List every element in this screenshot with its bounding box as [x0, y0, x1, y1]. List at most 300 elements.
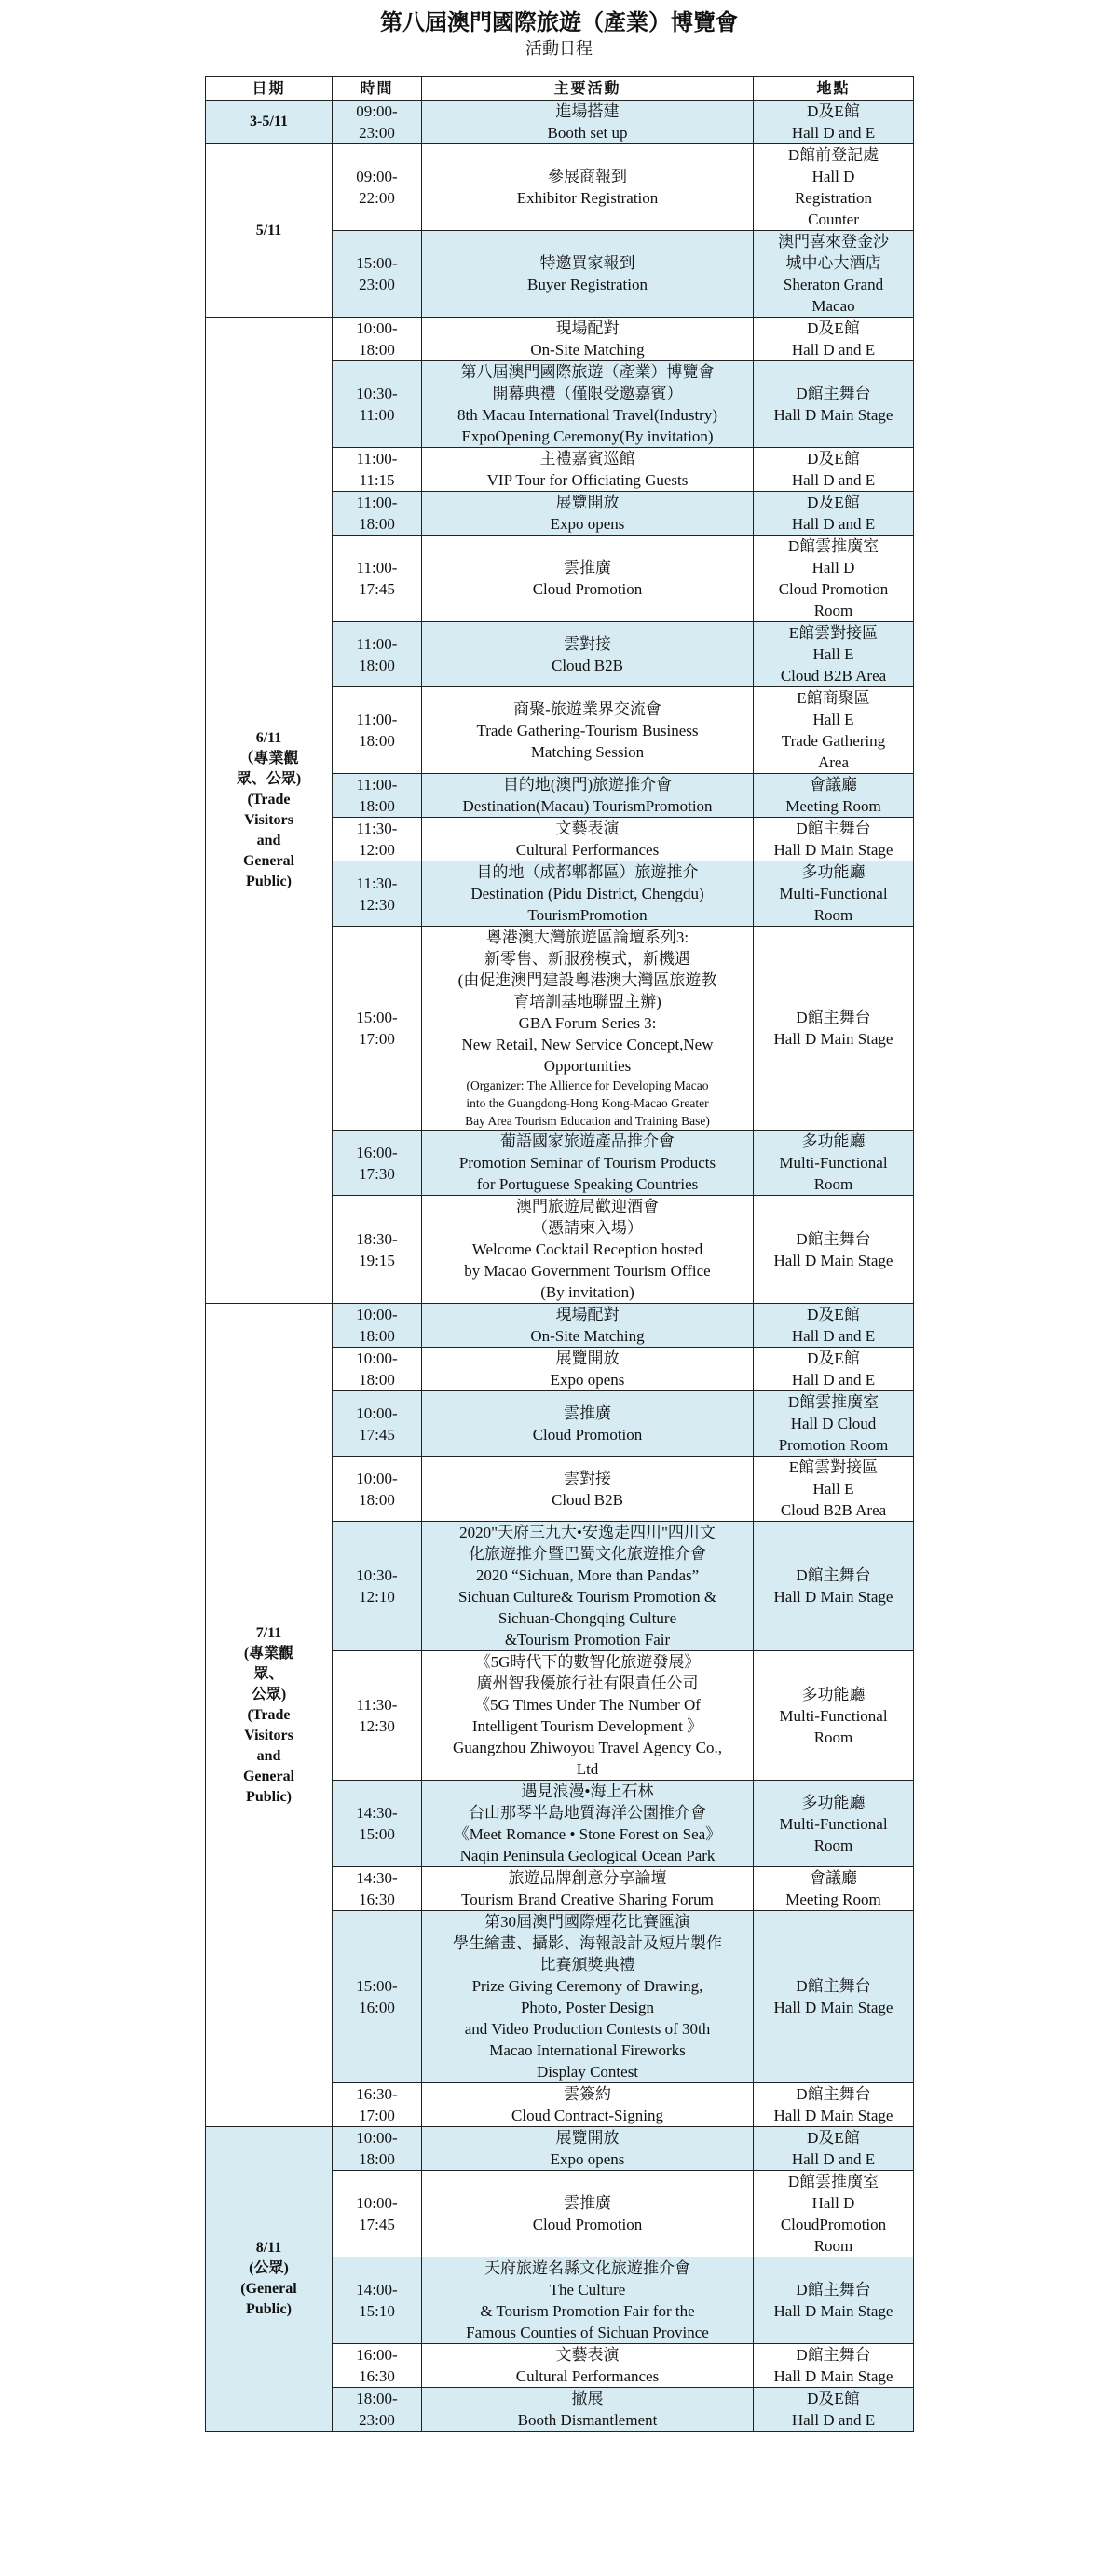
time-cell [333, 1651, 422, 1781]
time-line: 18:00 [359, 656, 395, 674]
time-line: 10:00- [356, 1349, 398, 1367]
time-line: 11:15 [359, 471, 395, 489]
time-cell [333, 861, 422, 927]
venue-line: Hall D [811, 2194, 855, 2212]
time-line: 18:00 [359, 515, 395, 533]
time-line: 09:00- [356, 102, 398, 120]
venue-line: 多功能廳 [801, 863, 866, 881]
activity-line: 文藝表演 [555, 820, 620, 837]
activity-line: 學生繪畫、攝影、海報設計及短片製作 [453, 1934, 722, 1952]
venue-cell [754, 2344, 914, 2388]
time-line: 18:00 [359, 1371, 395, 1389]
venue-line: D及E館 [807, 2129, 860, 2147]
activity-cell [422, 1304, 754, 1348]
venue-line: Meeting Room [785, 1891, 881, 1908]
venue-cell [754, 622, 914, 687]
venue-line: D及E館 [807, 494, 860, 511]
venue-line: Macao [811, 297, 855, 315]
activity-cell [422, 2083, 754, 2127]
venue-cell [754, 1911, 914, 2083]
venue-line: Hall D Main Stage [773, 1251, 893, 1269]
activity-line: 廣州智我優旅行社有限責任公司 [476, 1674, 699, 1692]
activity-cell [422, 1781, 754, 1867]
activity-line: 撤展 [571, 2390, 604, 2407]
activity-cell [422, 2127, 754, 2171]
activity-line: 《5G時代下的數智化旅遊發展》 [474, 1653, 701, 1671]
activity-line: Sichuan-Chongqing Culture [498, 1609, 677, 1627]
venue-line: Area [817, 753, 850, 771]
venue-line: 澳門喜來登金沙 [778, 233, 889, 251]
venue-cell [754, 1457, 914, 1522]
time-cell [333, 622, 422, 687]
activity-cell [422, 1196, 754, 1304]
venue-cell [754, 774, 914, 818]
venue-cell [754, 2127, 914, 2171]
activity-line: Macao International Fireworks [489, 2041, 686, 2059]
time-cell [333, 231, 422, 318]
venue-line: Hall E [812, 645, 854, 663]
venue-cell [754, 687, 914, 774]
date-line: (General [240, 2281, 297, 2297]
activity-line: On-Site Matching [530, 1327, 645, 1345]
venue-cell [754, 1867, 914, 1911]
venue-line: E館雲對接區 [788, 624, 879, 642]
activity-line: 2020 “Sichuan, More than Pandas” [475, 1566, 700, 1584]
venue-line: Multi-Functional [779, 1814, 888, 1833]
header-date: 日期 [206, 77, 333, 101]
activity-line: 現場配對 [555, 1306, 620, 1323]
venue-line: Hall D Main Stage [773, 1030, 893, 1048]
venue-cell [754, 1196, 914, 1304]
time-line: 12:30 [359, 1717, 395, 1735]
time-line: 11:30- [356, 874, 398, 892]
activity-line: Display Contest [536, 2063, 639, 2081]
activity-line: Matching Session [530, 742, 645, 761]
activity-line: & Tourism Promotion Fair for the [480, 2302, 695, 2320]
date-line: 公眾) [251, 1686, 287, 1702]
date-line: Visitors [244, 812, 293, 828]
venue-cell [754, 2171, 914, 2257]
time-line: 15:00- [356, 1977, 398, 1995]
venue-line: Trade Gathering [781, 732, 886, 750]
venue-cell [754, 861, 914, 927]
activity-cell [422, 1348, 754, 1391]
time-line: 17:00 [359, 2107, 395, 2124]
activity-line: Cultural Performances [515, 2367, 660, 2385]
activity-line: Expo opens [550, 2150, 625, 2168]
activity-line: Cloud B2B [552, 656, 623, 674]
time-line: 18:00 [359, 2150, 395, 2168]
activity-line: 台山那琴半島地質海洋公園推介會 [469, 1804, 706, 1822]
activity-line: Promotion Seminar of Tourism Products [458, 1154, 716, 1172]
time-line: 11:00- [356, 559, 398, 576]
activity-line: Opportunities [543, 1057, 632, 1075]
activity-cell [422, 861, 754, 927]
time-line: 17:45 [359, 2216, 395, 2233]
venue-line: Hall D and E [791, 1327, 876, 1345]
activity-cell [422, 2171, 754, 2257]
venue-line: Room [813, 2237, 853, 2255]
activity-line: On-Site Matching [530, 341, 645, 359]
time-line: 14:30- [356, 1804, 398, 1822]
time-cell [333, 448, 422, 492]
activity-line: Exhibitor Registration [516, 189, 659, 207]
activity-line: 比賽頒獎典禮 [539, 1956, 635, 1973]
activity-line: Cloud Promotion [532, 580, 643, 598]
venue-line: Room [813, 1728, 853, 1746]
activity-cell [422, 1651, 754, 1781]
activity-line: 新零售、新服務模式，新機遇 [484, 950, 690, 968]
venue-line: Hall D Main Stage [773, 841, 893, 859]
activity-line: Guangzhou Zhiwoyou Travel Agency Co., [453, 1739, 722, 1756]
activity-line: Naqin Peninsula Geological Ocean Park [459, 1847, 716, 1864]
venue-line: Cloud Promotion [778, 580, 889, 598]
activity-line: and Video Production Contests of 30th [464, 2020, 711, 2038]
time-cell [333, 2083, 422, 2127]
activity-line: 遇見浪漫•海上石林 [521, 1783, 654, 1800]
venue-line: D及E館 [807, 102, 860, 120]
activity-line: VIP Tour for Officiating Guests [486, 471, 689, 489]
venue-line: Sheraton Grand [783, 276, 884, 293]
time-line: 16:00 [359, 1999, 395, 2016]
venue-line: Counter [808, 210, 859, 228]
venue-line: 多功能廳 [801, 1685, 866, 1703]
activity-line: 粵港澳大灣旅遊區論壇系列3: [485, 929, 689, 946]
time-cell [333, 687, 422, 774]
activity-cell [422, 492, 754, 536]
venue-line: Hall D [811, 559, 855, 576]
activity-line: Expo opens [550, 1371, 625, 1389]
time-line: 19:15 [359, 1251, 395, 1269]
schedule-table [205, 76, 914, 2432]
activity-note-line: into the Guangdong-Hong Kong-Macao Greater [466, 1096, 709, 1110]
time-cell [333, 1304, 422, 1348]
venue-cell [754, 144, 914, 231]
activity-cell [422, 1131, 754, 1196]
date-line: (專業觀 [243, 1645, 294, 1661]
activity-line: 葡語國家旅遊產品推介會 [500, 1132, 675, 1150]
activity-line: 化旅遊推介暨巴蜀文化旅遊推介會 [469, 1545, 706, 1563]
activity-line: 第30屆澳門國際煙花比賽匯演 [484, 1913, 690, 1931]
activity-line: New Retail, New Service Concept,New [461, 1036, 714, 1053]
venue-line: Cloud B2B Area [780, 667, 887, 685]
time-line: 10:00- [356, 2129, 398, 2147]
time-cell [333, 1911, 422, 2083]
time-line: 15:00 [359, 1825, 395, 1843]
venue-cell [754, 818, 914, 861]
activity-cell [422, 927, 754, 1131]
document-title: 第八屆澳門國際旅遊（產業）博覽會 [380, 11, 738, 35]
venue-line: Meeting Room [785, 797, 881, 815]
activity-cell [422, 1911, 754, 2083]
activity-line: 雲簽約 [564, 2085, 611, 2103]
activity-line: 澳門旅遊局歡迎酒會 [516, 1198, 659, 1215]
time-line: 10:30- [356, 385, 398, 402]
date-line: Public) [246, 2301, 292, 2317]
time-line: 11:00- [356, 494, 398, 511]
document-subtitle: 活動日程 [525, 39, 593, 58]
activity-line: Cloud Promotion [532, 2216, 643, 2233]
time-line: 16:30 [359, 2367, 395, 2385]
time-line: 18:00 [359, 732, 395, 750]
venue-line: D館主舞台 [796, 1977, 871, 1995]
venue-cell [754, 231, 914, 318]
venue-cell [754, 101, 914, 144]
activity-line: 雲推廣 [564, 2194, 611, 2212]
time-line: 16:30 [359, 1891, 395, 1908]
venue-line: 會議廳 [810, 776, 857, 793]
activity-cell [422, 101, 754, 144]
venue-line: Hall D Cloud [790, 1415, 877, 1432]
venue-line: Multi-Functional [779, 1154, 888, 1172]
activity-line: Prize Giving Ceremony of Drawing, [471, 1977, 703, 1995]
venue-line: D館雲推廣室 [787, 537, 879, 555]
activity-line: Buyer Registration [527, 276, 648, 293]
time-line: 10:00- [356, 1403, 398, 1422]
venue-line: Room [813, 1836, 853, 1854]
date-line: 7/11 [255, 1624, 282, 1641]
date-line: General [242, 1768, 295, 1784]
venue-line: D館主舞台 [796, 385, 871, 402]
date-line: and [256, 833, 281, 848]
venue-line: D及E館 [807, 2390, 860, 2407]
activity-cell [422, 774, 754, 818]
venue-cell [754, 927, 914, 1131]
date-cell [206, 2127, 333, 2432]
time-line: 10:00- [356, 1469, 398, 1487]
time-line: 23:00 [359, 2411, 395, 2429]
time-line: 11:30- [356, 820, 398, 837]
activity-line: Cloud B2B [552, 1490, 623, 1509]
time-line: 12:30 [359, 895, 395, 914]
activity-line: Destination (Pidu District, Chengdu) [470, 885, 704, 902]
activity-line: Sichuan Culture& Tourism Promotion & [457, 1588, 717, 1606]
time-cell [333, 361, 422, 448]
activity-line: Expo opens [550, 515, 625, 533]
venue-line: Room [813, 602, 853, 619]
activity-line: Ltd [576, 1760, 599, 1778]
venue-cell [754, 2388, 914, 2432]
activity-line: 《5G Times Under The Number Of [474, 1696, 701, 1714]
venue-line: E館商聚區 [797, 689, 870, 707]
time-line: 16:30- [356, 2085, 398, 2103]
activity-line: 主禮嘉賓巡館 [539, 450, 635, 468]
time-line: 18:00 [359, 797, 395, 815]
venue-line: Hall D and E [791, 1371, 876, 1389]
venue-line: Hall D and E [791, 515, 876, 533]
time-line: 16:00- [356, 2346, 398, 2364]
date-cell [206, 101, 333, 144]
activity-line: Photo, Poster Design [520, 1999, 655, 2016]
header-row [206, 77, 914, 101]
activity-line: 育培訓基地聯盟主辦) [513, 993, 661, 1010]
activity-line: 《Meet Romance • Stone Forest on Sea》 [453, 1825, 722, 1843]
time-line: 11:00- [356, 450, 398, 468]
date-line: and [256, 1747, 281, 1764]
time-cell [333, 1196, 422, 1304]
activity-line: 文藝表演 [555, 2346, 620, 2364]
activity-line: for Portuguese Speaking Countries [476, 1175, 699, 1193]
activity-line: 現場配對 [555, 319, 620, 337]
activity-cell [422, 1457, 754, 1522]
activity-line: 第八屆澳門國際旅遊（產業）博覽會 [460, 363, 715, 381]
activity-line: The Culture [549, 2281, 626, 2298]
activity-line: ExpoOpening Ceremony(By invitation) [461, 427, 714, 445]
venue-line: D館主舞台 [796, 2281, 871, 2298]
date-line: Visitors [244, 1727, 293, 1743]
venue-line: Hall E [812, 1480, 854, 1498]
venue-cell [754, 1651, 914, 1781]
time-line: 22:00 [359, 189, 395, 207]
activity-line: 特邀買家報到 [539, 254, 635, 272]
time-cell [333, 2257, 422, 2344]
time-line: 23:00 [359, 124, 395, 142]
time-line: 15:00- [356, 254, 398, 272]
activity-line: 8th Macau International Travel(Industry) [457, 406, 717, 424]
venue-cell [754, 2257, 914, 2344]
time-line: 14:30- [356, 1869, 398, 1887]
venue-line: D館雲推廣室 [787, 1393, 879, 1411]
activity-line: 開幕典禮（僅限受邀嘉賓） [492, 385, 683, 402]
venue-cell [754, 1131, 914, 1196]
time-line: 10:00- [356, 1306, 398, 1323]
venue-line: Hall D and E [791, 2411, 876, 2429]
venue-cell [754, 1391, 914, 1457]
activity-line: Booth set up [547, 124, 628, 142]
activity-line: 目的地（成都郫都區）旅遊推介 [476, 863, 699, 881]
date-line: 眾、公眾) [236, 771, 302, 787]
venue-line: Multi-Functional [779, 1706, 888, 1725]
venue-line: Hall D [811, 168, 855, 185]
schedule-row [206, 2127, 914, 2171]
time-line: 11:30- [356, 1696, 398, 1714]
date-cell [206, 1304, 333, 2127]
activity-cell [422, 536, 754, 622]
venue-cell [754, 1348, 914, 1391]
venue-cell [754, 536, 914, 622]
date-line: 5/11 [255, 222, 282, 238]
activity-cell [422, 144, 754, 231]
time-line: 17:00 [359, 1030, 395, 1048]
time-cell [333, 536, 422, 622]
activity-line: TourismPromotion [527, 906, 648, 924]
venue-line: Hall D Main Stage [773, 2107, 893, 2124]
venue-cell [754, 1522, 914, 1651]
time-line: 18:00 [359, 341, 395, 359]
venue-line: 會議廳 [810, 1869, 857, 1887]
time-cell [333, 1522, 422, 1651]
activity-line: 雲推廣 [564, 559, 611, 576]
venue-line: Room [813, 1175, 853, 1193]
venue-cell [754, 1304, 914, 1348]
time-line: 15:00- [356, 1009, 398, 1026]
activity-line: 旅遊品牌創意分享論壇 [508, 1869, 667, 1887]
venue-line: Hall D Main Stage [773, 2367, 893, 2385]
activity-cell [422, 622, 754, 687]
time-cell [333, 2127, 422, 2171]
time-cell [333, 1131, 422, 1196]
time-line: 10:00- [356, 319, 398, 337]
time-line: 17:45 [359, 1425, 395, 1444]
time-cell [333, 818, 422, 861]
activity-line: 雲推廣 [564, 1403, 611, 1422]
time-line: 23:00 [359, 276, 395, 293]
time-cell [333, 2388, 422, 2432]
date-line: (公眾) [249, 2260, 289, 2276]
venue-line: Hall D and E [791, 471, 876, 489]
activity-line: Famous Counties of Sichuan Province [466, 2324, 709, 2341]
venue-cell [754, 2083, 914, 2127]
venue-line: D館主舞台 [796, 1229, 871, 1248]
venue-line: Promotion Room [778, 1436, 889, 1454]
activity-cell [422, 448, 754, 492]
header-activity: 主要活動 [422, 77, 754, 101]
activity-line: Cloud Promotion [532, 1425, 643, 1444]
venue-line: Hall E [812, 711, 854, 728]
schedule-row [206, 101, 914, 144]
venue-line: Cloud B2B Area [780, 1501, 887, 1519]
date-line: 8/11 [255, 2240, 282, 2256]
time-line: 12:10 [359, 1588, 395, 1606]
activity-line: 展覽開放 [555, 1349, 620, 1367]
activity-note-line: (Organizer: The Allience for Developing Macao [466, 1078, 709, 1092]
venue-line: Room [813, 906, 853, 924]
activity-cell [422, 687, 754, 774]
venue-line: CloudPromotion [780, 2216, 887, 2233]
activity-line: Booth Dismantlement [517, 2411, 658, 2429]
venue-line: Hall D and E [791, 341, 876, 359]
time-cell [333, 492, 422, 536]
time-line: 11:00 [359, 406, 395, 424]
activity-line: 展覽開放 [555, 494, 620, 511]
time-cell [333, 2171, 422, 2257]
activity-line: 進場搭建 [555, 102, 620, 120]
venue-line: D及E館 [807, 450, 860, 468]
time-cell [333, 318, 422, 361]
venue-line: D館主舞台 [796, 820, 871, 837]
venue-cell [754, 1781, 914, 1867]
activity-line: （憑請柬入場） [532, 1219, 643, 1237]
time-line: 10:00- [356, 2194, 398, 2212]
activity-cell [422, 2257, 754, 2344]
activity-note-line: Bay Area Tourism Education and Training Base) [465, 1114, 710, 1128]
time-line: 11:00- [356, 634, 398, 653]
time-line: 11:00- [356, 776, 398, 793]
activity-line: Destination(Macau) TourismPromotion [462, 797, 713, 815]
date-line: Public) [246, 1788, 292, 1805]
time-cell [333, 774, 422, 818]
date-line: (Trade [247, 1706, 291, 1723]
activity-line: Tourism Brand Creative Sharing Forum [461, 1891, 714, 1908]
venue-line: Multi-Functional [779, 885, 888, 902]
time-cell [333, 101, 422, 144]
time-line: 15:10 [359, 2302, 395, 2320]
time-cell [333, 2344, 422, 2388]
time-line: 18:00 [359, 1490, 395, 1509]
activity-line: Welcome Cocktail Reception hosted [471, 1241, 703, 1258]
venue-cell [754, 361, 914, 448]
activity-cell [422, 1522, 754, 1651]
activity-line: 目的地(澳門)旅遊推介會 [502, 776, 673, 793]
time-line: 12:00 [359, 841, 395, 859]
venue-line: E館雲對接區 [788, 1458, 879, 1476]
activity-cell [422, 1867, 754, 1911]
venue-line: Hall D Main Stage [773, 1999, 893, 2016]
date-line: Public) [246, 874, 292, 889]
activity-line: 展覽開放 [555, 2129, 620, 2147]
activity-line: 2020"天府三九大•安逸走四川"四川文 [459, 1524, 716, 1541]
time-cell [333, 1781, 422, 1867]
